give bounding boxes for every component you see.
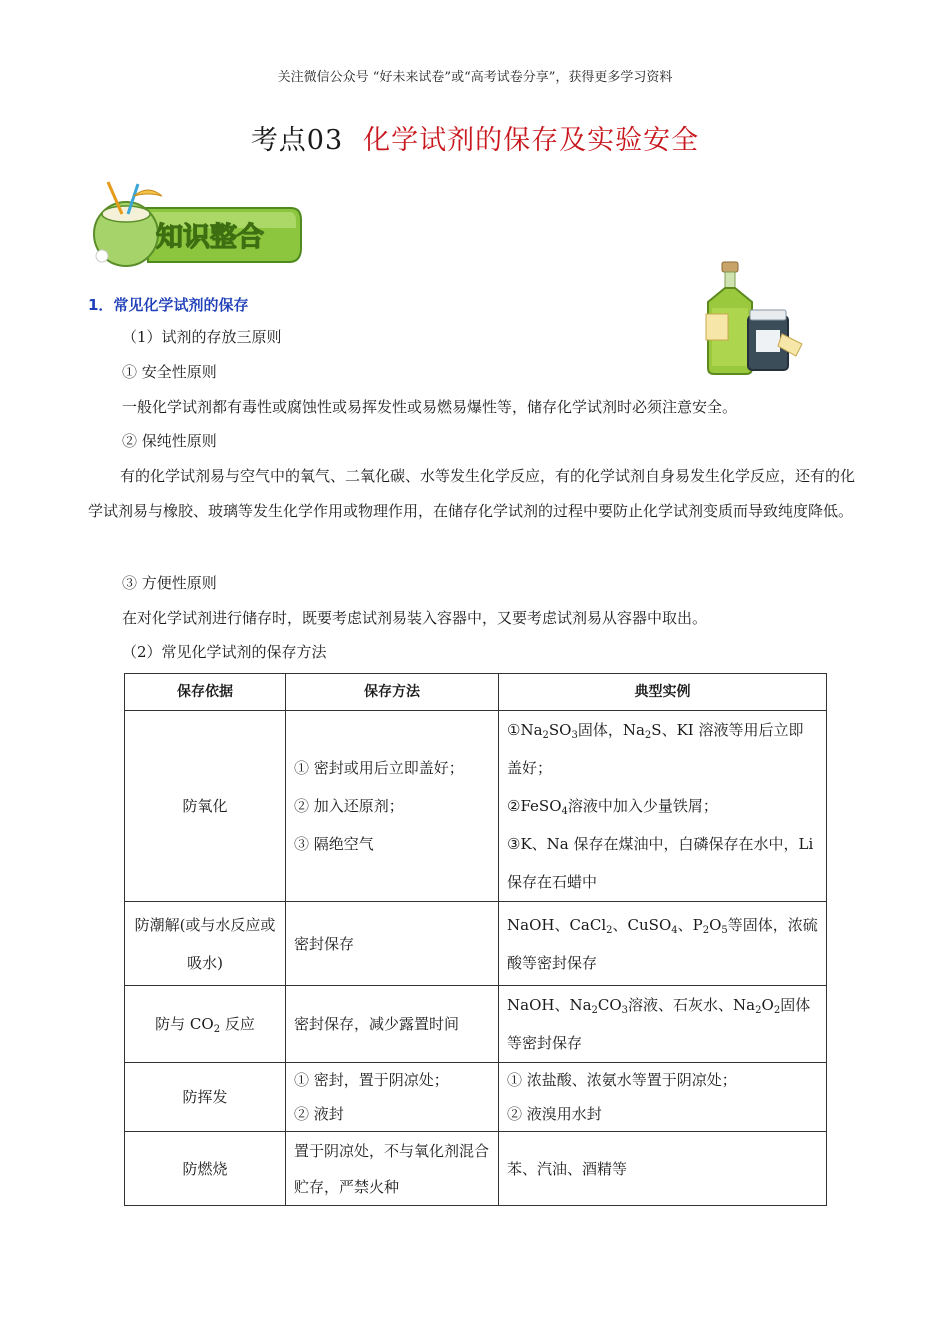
row-method: 密封保存，减少露置时间 (286, 986, 499, 1063)
principle-safety-text: 一般化学试剂都有毒性或腐蚀性或易挥发性或易燃易爆性等，储存化学试剂时必须注意安全。 (122, 398, 738, 416)
subheading-principles: （1）试剂的存放三原则 (122, 328, 282, 346)
row-basis: 防与 $CO_2$ 反应 (125, 986, 286, 1063)
row-method (286, 1063, 499, 1132)
example-line: ③K、Na 保存在煤油中，白磷保存在水中，Li 保存在石蜡中 (507, 835, 814, 891)
principle-convenience-label: ③ 方便性原则 (122, 574, 217, 592)
row-method: 置于阴凉处，不与氧化剂混合贮存，严禁火种 (286, 1132, 499, 1206)
method-line: ① 密封，置于阴凉处； (294, 1071, 449, 1089)
top-note: 关注微信公众号 “好未来试卷”或“高考试卷分享”，获得更多学习资料 (277, 70, 673, 85)
principle-purity-label: ② 保纯性原则 (122, 432, 217, 450)
title-main: 化学试剂的保存及实验安全 (363, 125, 700, 156)
banner-label: 知识整合 (156, 222, 264, 253)
col-header-example: 典型实例 (499, 674, 827, 711)
table-row (125, 711, 827, 902)
table-row (125, 1132, 827, 1206)
row-basis: 防潮解(或与水反应或吸水) (125, 902, 286, 986)
table-row (125, 1063, 827, 1132)
subheading-methods: （2）常见化学试剂的保存方法 (122, 643, 327, 661)
method-line: ③ 隔绝空气 (294, 835, 374, 853)
knowledge-banner (86, 178, 306, 270)
row-example: NaOH、CaCl$_2$、CuSO$_4$、$P_2O_5$等固体，浓硫酸等密封保存 (499, 902, 827, 986)
title-prefix: 考点03 (250, 125, 344, 156)
table-header-row (125, 674, 827, 711)
col-header-basis: 保存依据 (125, 674, 286, 711)
page-title (0, 118, 950, 157)
method-line: ② 加入还原剂； (294, 797, 404, 815)
row-example (499, 711, 827, 902)
principle-convenience-text: 在对化学试剂进行储存时，既要考虑试剂易装入容器中，又要考虑试剂易从容器中取出。 (122, 609, 708, 627)
table-row (125, 986, 827, 1063)
principle-purity-text: 有的化学试剂易与空气中的氧气、二氧化碳、水等发生化学反应，有的化学试剂自身易发生化学反应，还有的化学试剂易与橡胶、玻璃等发生化学作用或物理作用，在储存化学试剂的过程中要防止化学试剂变质而导致纯度降低。 (88, 467, 856, 520)
section-heading: 1．常见化学试剂的保存 (88, 296, 249, 314)
row-example: 苯、汽油、酒精等 (499, 1132, 827, 1206)
table-row (125, 902, 827, 986)
row-basis: 防燃烧 (125, 1132, 286, 1206)
method-line: ② 液封 (294, 1105, 344, 1123)
col-header-method: 保存方法 (286, 674, 499, 711)
row-method (286, 711, 499, 902)
row-example: NaOH、$Na_2CO_3$溶液、石灰水、$Na_2O_2$固体等密封保存 (499, 986, 827, 1063)
example-line: ① 浓盐酸、浓氨水等置于阴凉处； (507, 1071, 737, 1089)
row-example (499, 1063, 827, 1132)
method-line: ① 密封或用后立即盖好； (294, 759, 464, 777)
row-basis: 防氧化 (125, 711, 286, 902)
principle-safety-label: ① 安全性原则 (122, 363, 217, 381)
row-basis: 防挥发 (125, 1063, 286, 1132)
example-line: ②FeSO$_4$溶液中加入少量铁屑； (507, 797, 718, 817)
example-line: ② 液溴用水封 (507, 1105, 602, 1123)
reagent-bottles-illustration (698, 258, 808, 376)
storage-methods-table (124, 673, 827, 1206)
example-line: $①Na_2SO_3$固体，$Na_2S$、KI 溶液等用后立即盖好； (507, 721, 804, 777)
row-method: 密封保存 (286, 902, 499, 986)
